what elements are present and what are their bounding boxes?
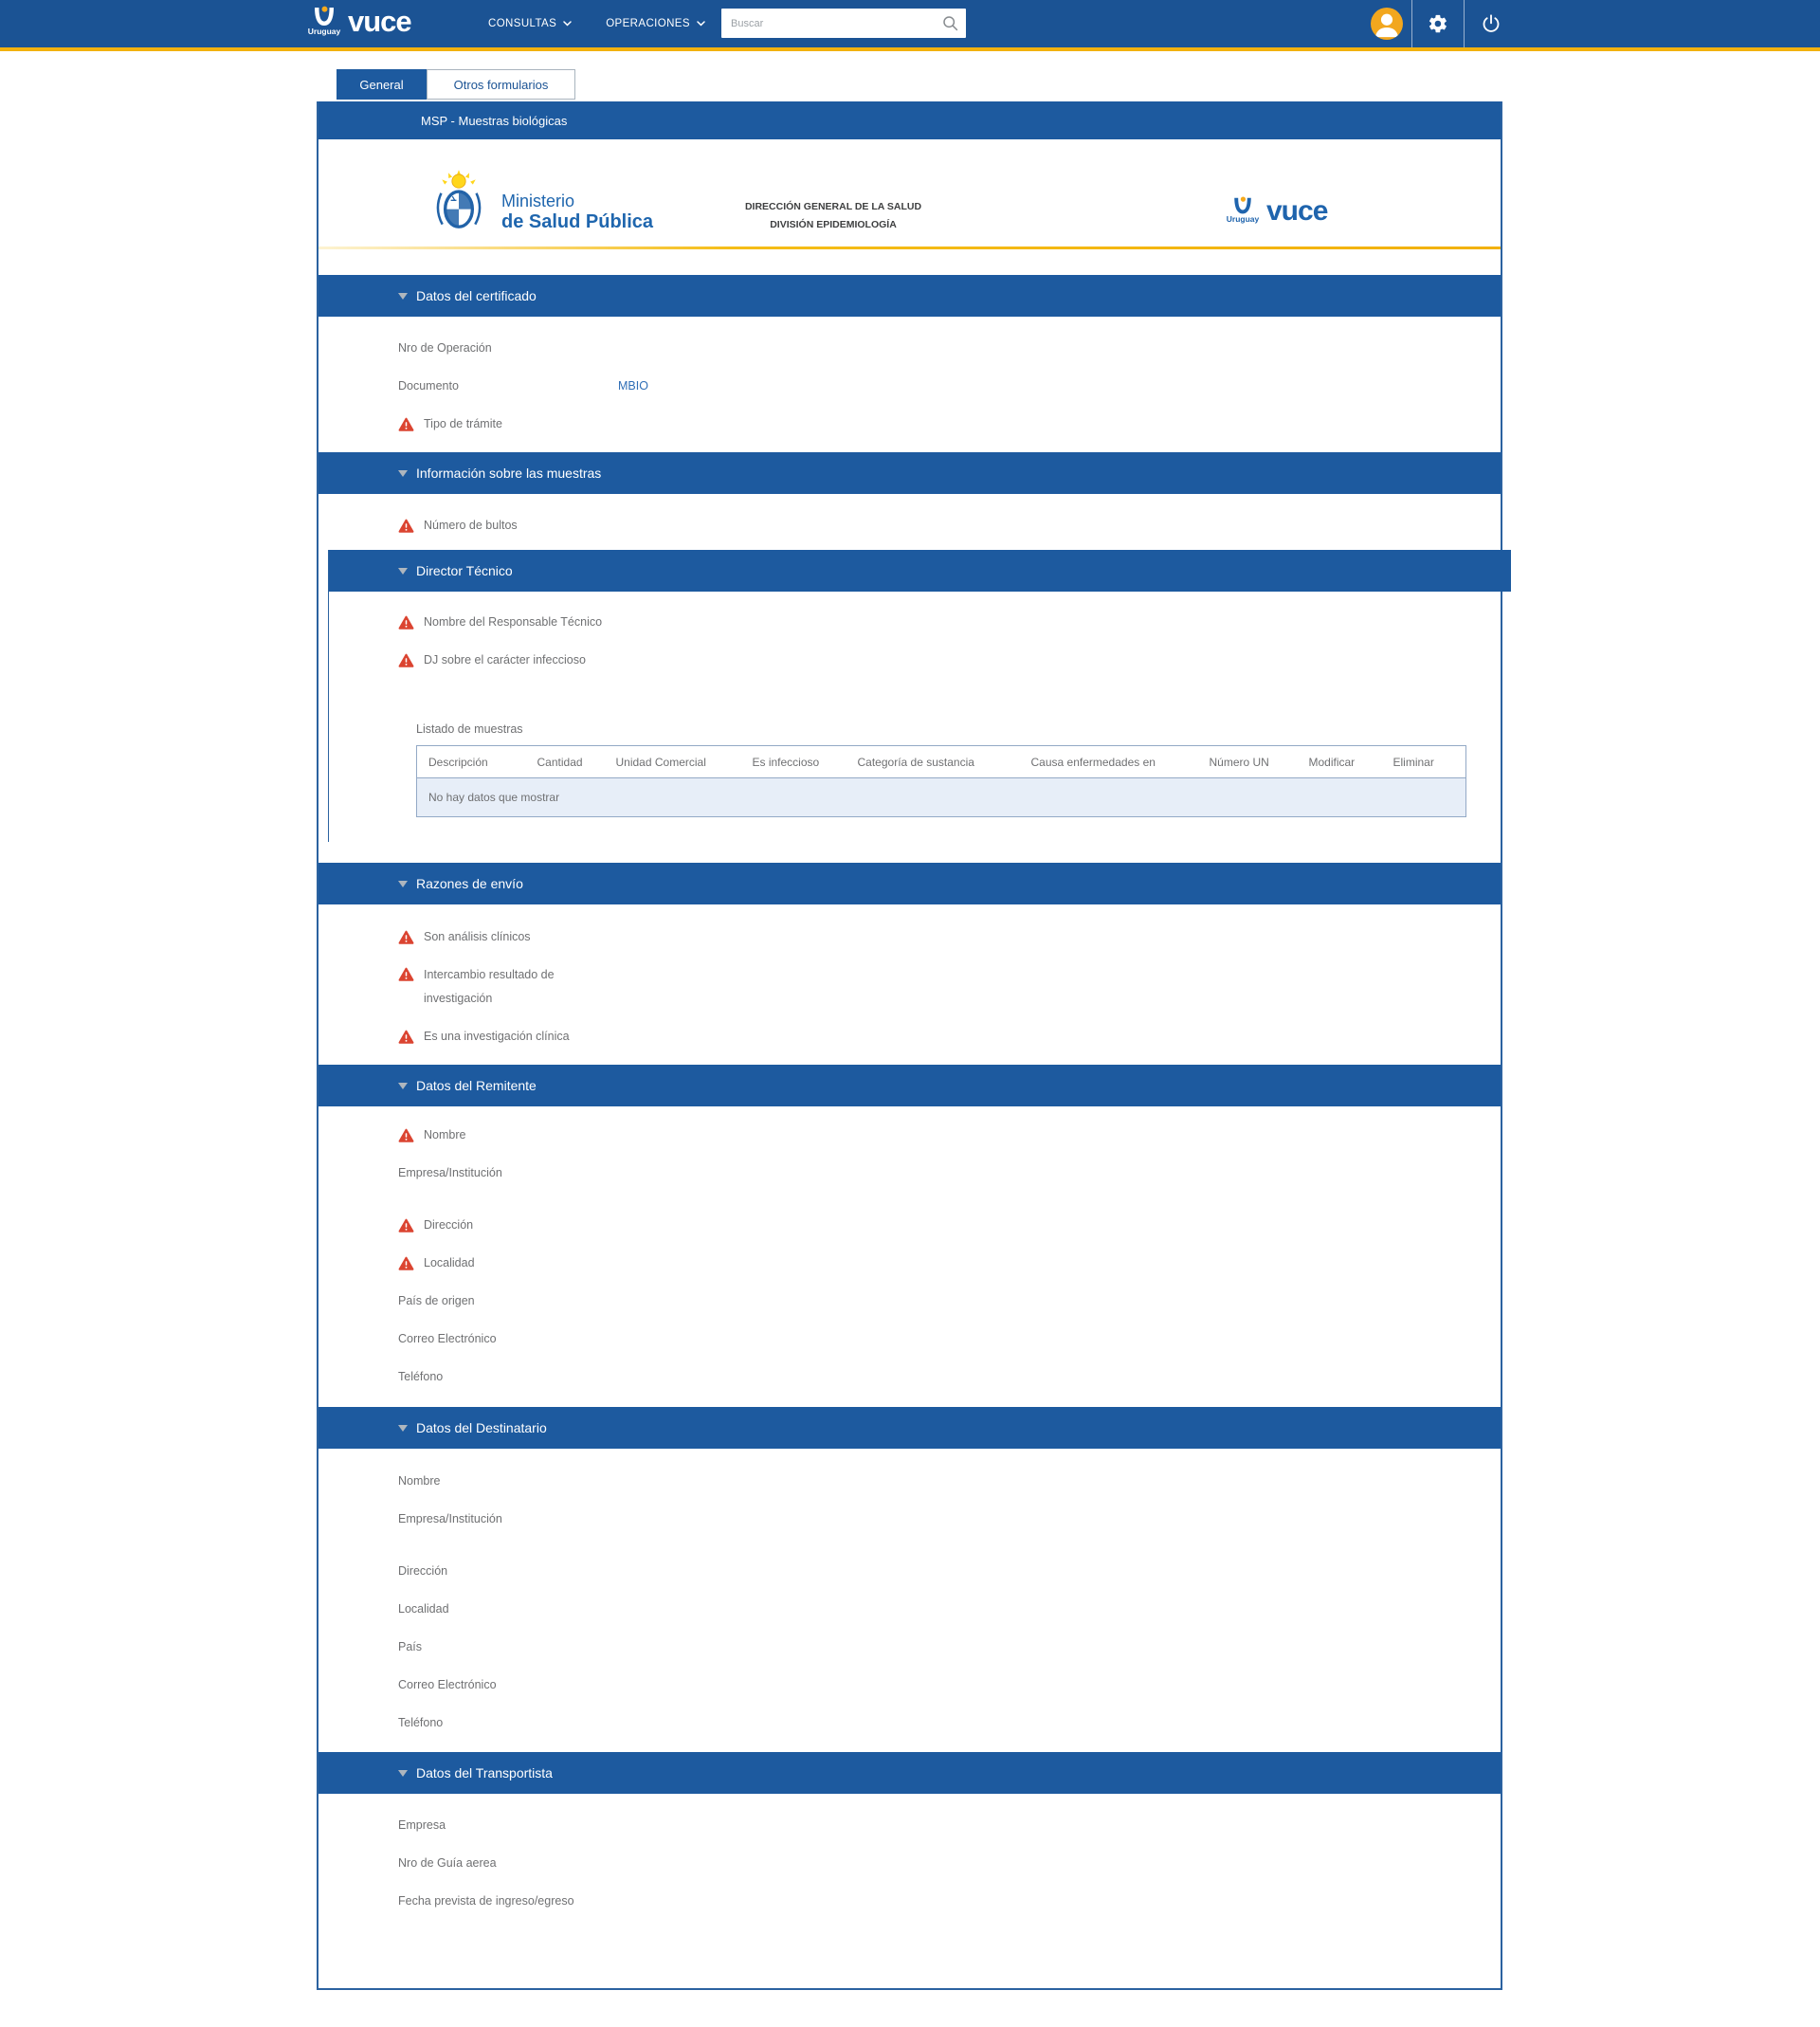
field-label: Localidad (424, 1256, 475, 1269)
field-destinatario-empresa (398, 1500, 1501, 1538)
col-eliminar: Eliminar (1382, 746, 1466, 778)
vuce-logo-blue (1224, 196, 1327, 227)
subsection-director-tecnico (328, 550, 1501, 842)
field-label: Correo Electrónico (398, 1332, 497, 1345)
field-intercambio-resultado (398, 956, 1501, 1017)
collapse-triangle-icon (398, 1083, 408, 1089)
field-label: Son análisis clínicos (424, 930, 531, 943)
form-tabs (337, 69, 1820, 100)
section-header-datos-remitente[interactable]: Datos del Remitente (318, 1065, 1501, 1106)
logout-button[interactable] (1465, 0, 1518, 47)
warning-icon (398, 519, 414, 533)
field-label: País (398, 1640, 423, 1653)
field-label: DJ sobre el carácter infeccioso (424, 653, 586, 667)
collapse-triangle-icon (398, 1425, 408, 1432)
vuce-logo[interactable] (305, 6, 411, 38)
ministry-name: Ministerio de Salud Pública (501, 192, 654, 232)
field-dj-infeccioso (398, 641, 1501, 679)
field-label: Número de bultos (424, 519, 518, 532)
field-remitente-correo (398, 1320, 1501, 1358)
ministry-division: DIRECCIÓN GENERAL DE LA SALUD DIVISIÓN EPIDEMIOLOGÍA (744, 201, 922, 230)
warning-icon (398, 1030, 414, 1044)
collapse-triangle-icon (398, 881, 408, 887)
col-descripcion: Descripción (417, 746, 526, 778)
field-label: Teléfono (398, 1716, 444, 1729)
warning-icon (398, 417, 414, 431)
col-es-infeccioso: Es infeccioso (741, 746, 846, 778)
field-responsable-tecnico (398, 603, 1501, 641)
field-analisis-clinicos (398, 918, 1501, 956)
col-categoria-sustancia: Categoría de sustancia (846, 746, 1020, 778)
field-transportista-fecha (398, 1882, 1501, 1920)
section-header-datos-destinatario[interactable]: Datos del Destinatario (318, 1407, 1501, 1449)
search-box (721, 9, 966, 38)
warning-icon (398, 1128, 414, 1142)
field-label: Fecha prevista de ingreso/egreso (398, 1894, 574, 1908)
warning-icon (398, 653, 414, 667)
collapse-triangle-icon (398, 470, 408, 477)
chevron-down-icon (563, 21, 572, 27)
col-causa-enfermedades: Causa enfermedades en (1020, 746, 1198, 778)
section-datos-certificado (318, 317, 1501, 452)
collapse-triangle-icon (398, 293, 408, 300)
field-label: Teléfono (398, 1370, 444, 1383)
field-destinatario-pais (398, 1628, 1501, 1666)
field-label: Es una investigación clínica (424, 1030, 570, 1043)
collapse-triangle-icon (398, 1770, 408, 1777)
vuce-logo-country: Uruguay (1226, 214, 1260, 224)
col-cantidad: Cantidad (526, 746, 605, 778)
field-label: Nombre (398, 1474, 441, 1488)
section-header-razones-envio[interactable]: Razones de envío (318, 863, 1501, 904)
field-destinatario-direccion (398, 1552, 1501, 1590)
field-destinatario-localidad (398, 1590, 1501, 1628)
field-label: Dirección (398, 1564, 448, 1578)
table-header-row (417, 746, 1466, 778)
section-header-datos-transportista[interactable]: Datos del Transportista (318, 1752, 1501, 1794)
ministry-letterhead (318, 139, 1501, 249)
tab-general[interactable]: General (337, 69, 427, 100)
gear-icon (1428, 13, 1448, 34)
section-datos-destinatario (318, 1449, 1501, 1752)
search-icon[interactable] (942, 15, 958, 31)
field-destinatario-nombre (398, 1462, 1501, 1500)
field-remitente-nombre (398, 1116, 1501, 1154)
section-datos-remitente (318, 1106, 1501, 1407)
warning-icon (398, 967, 414, 981)
user-menu-button[interactable] (1362, 0, 1411, 47)
field-remitente-direccion (398, 1206, 1501, 1244)
field-label: Empresa (398, 1818, 446, 1832)
field-remitente-pais (398, 1282, 1501, 1320)
nav-operaciones[interactable]: OPERACIONES (606, 18, 705, 29)
field-remitente-empresa (398, 1154, 1501, 1192)
listado-muestras-label: Listado de muestras (416, 722, 523, 736)
field-label: Dirección (424, 1218, 474, 1232)
nav-consultas[interactable]: CONSULTAS (488, 18, 572, 29)
section-director-tecnico (329, 592, 1501, 679)
field-label: País de origen (398, 1294, 475, 1307)
field-nro-operacion (398, 329, 1501, 367)
vuce-logo-wordmark: vuce (1266, 195, 1328, 227)
collapse-triangle-icon (398, 568, 408, 575)
field-label: Nombre del Responsable Técnico (424, 615, 603, 629)
field-numero-bultos (398, 506, 1501, 544)
field-label: Documento (398, 379, 459, 393)
listado-muestras-table (416, 745, 1466, 817)
field-label: Localidad (398, 1602, 449, 1616)
section-header-info-muestras[interactable]: Información sobre las muestras (318, 452, 1501, 494)
warning-icon (398, 930, 414, 944)
field-transportista-empresa (398, 1806, 1501, 1844)
table-empty-row (417, 778, 1466, 817)
field-remitente-telefono (398, 1358, 1501, 1396)
search-input[interactable] (721, 18, 942, 29)
form-container (317, 101, 1502, 1990)
field-label: Nombre (424, 1128, 466, 1141)
section-header-director-tecnico[interactable]: Director Técnico (329, 550, 1511, 592)
top-navigation (488, 0, 705, 47)
settings-button[interactable] (1412, 0, 1464, 47)
chevron-down-icon (697, 21, 705, 27)
vuce-u-icon (309, 6, 339, 28)
col-unidad-comercial: Unidad Comercial (605, 746, 741, 778)
field-tipo-tramite (398, 405, 1501, 443)
top-header-bar (0, 0, 1820, 47)
power-icon (1481, 13, 1502, 34)
field-label: Nro de Guía aerea (398, 1856, 497, 1870)
warning-icon (398, 1256, 414, 1270)
table-empty-message: No hay datos que mostrar (417, 778, 1466, 817)
section-datos-transportista (318, 1794, 1501, 1988)
vuce-logo-country: Uruguay (307, 27, 341, 36)
header-accent-line (0, 47, 1820, 51)
uruguay-coat-of-arms-icon (433, 168, 484, 241)
col-modificar: Modificar (1298, 746, 1382, 778)
tab-otros-formularios[interactable]: Otros formularios (427, 69, 575, 100)
field-destinatario-telefono (398, 1704, 1501, 1742)
field-remitente-localidad (398, 1244, 1501, 1282)
field-label: Tipo de trámite (424, 417, 502, 430)
field-label: Empresa/Institución (398, 1166, 502, 1179)
field-destinatario-correo (398, 1666, 1501, 1704)
form-title: MSP - Muestras biológicas (318, 101, 1501, 139)
letterhead-accent-line (318, 247, 1501, 249)
section-razones-envio (318, 904, 1501, 1065)
user-avatar (1371, 8, 1403, 40)
field-documento (398, 367, 1501, 405)
warning-icon (398, 1218, 414, 1233)
field-label: Nro de Operación (398, 341, 492, 355)
vuce-u-icon (1229, 196, 1256, 216)
field-investigacion-clinica (398, 1017, 1501, 1055)
header-actions (1362, 0, 1518, 47)
warning-icon (398, 615, 414, 630)
section-info-muestras (318, 494, 1501, 550)
field-label: Empresa/Institución (398, 1512, 502, 1525)
section-header-datos-certificado[interactable]: Datos del certificado (318, 275, 1501, 317)
field-label: Correo Electrónico (398, 1678, 497, 1691)
field-value-documento[interactable]: MBIO (618, 379, 648, 393)
field-label: Intercambio resultado de investigación (424, 967, 555, 1005)
vuce-logo-wordmark: vuce (348, 5, 411, 38)
field-transportista-guia (398, 1844, 1501, 1882)
col-numero-un: Número UN (1198, 746, 1298, 778)
